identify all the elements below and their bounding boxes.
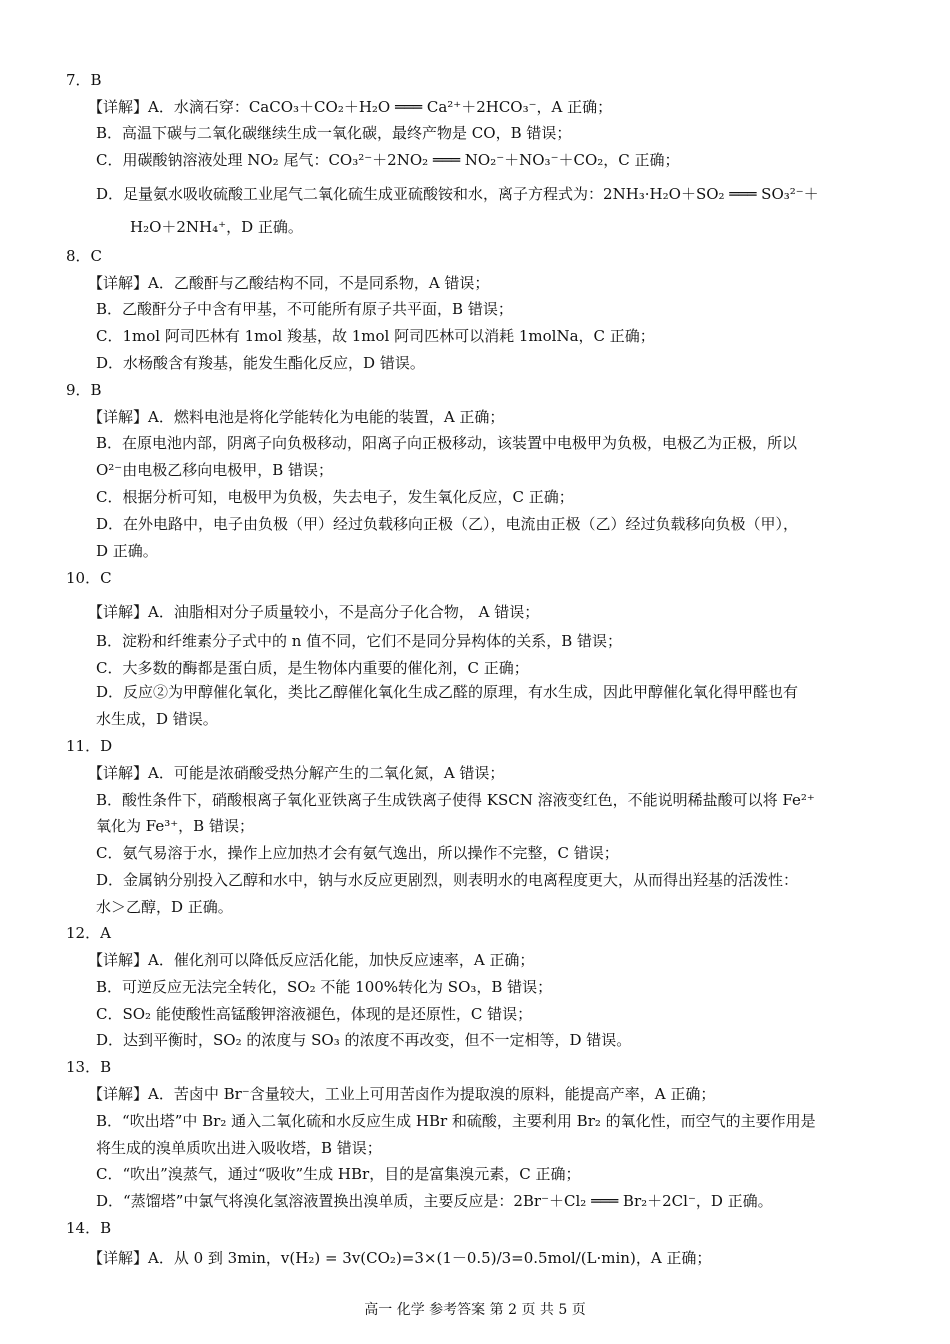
explanation-start: 【详解】A．油脂相对分子质量较小，不是高分子化合物， A 错误； [88,603,540,621]
page-footer: 高一 化学 参考答案 第 2 页 共 5 页 [364,1302,586,1318]
explanation-line: 水＞乙醇，D 正确。 [96,898,233,916]
question-number: 8．C [66,247,103,265]
explanation-line: C．用碳酸钠溶液处理 NO₂ 尾气：CO₃²⁻＋2NO₂ ═══ NO₂⁻＋NO₃⁻＋CO₂，C 正确； [96,151,680,169]
explanation-line: D．在外电路中，电子由负极（甲）经过负载移向正极（乙），电流由正极（乙）经过负载移向负极（甲）， [96,515,799,533]
explanation-line: B．“吹出塔”中 Br₂ 通入二氧化硫和水反应生成 HBr 和硫酸，主要利用 Br₂ 的氧化性，而空气的主要作用是 [96,1112,816,1130]
explanation-line: D．金属钠分别投入乙醇和水中，钠与水反应更剧烈，则表明水的电离程度更大，从而得出羟基的活泼性： [96,871,799,889]
explanation-line: D．“蒸馏塔”中氯气将溴化氢溶液置换出溴单质，主要反应是：2Br⁻＋Cl₂ ═══ Br₂＋2Cl⁻，D 正确。 [96,1192,773,1210]
explanation-start: 【详解】A．苦卤中 Br⁻含量较大，工业上可用苦卤作为提取溴的原料，能提高产率，A 正确； [88,1085,716,1103]
question-number: 10．C [66,569,112,587]
explanation-line: C．SO₂ 能使酸性高锰酸钾溶液褪色，体现的是还原性，C 错误； [96,1005,533,1023]
explanation-line: 将生成的溴单质吹出进入吸收塔，B 错误； [96,1139,382,1157]
question-number: 11．D [66,737,113,755]
explanation-line: D．反应②为甲醇催化氧化，类比乙醇催化氧化生成乙醛的原理，有水生成，因此甲醇催化氧化得甲醛也有 [96,683,799,701]
explanation-line: B．在原电池内部，阴离子向负极移动，阳离子向正极移动，该装置中电极甲为负极，电极乙为正极，所以 [96,434,798,452]
explanation-line: 水生成，D 错误。 [96,710,218,728]
explanation-line: B．乙酸酐分子中含有甲基，不可能所有原子共平面，B 错误； [96,300,513,318]
explanation-start: 【详解】A．乙酸酐与乙酸结构不同，不是同系物，A 错误； [88,274,490,292]
explanation-start: 【详解】A．催化剂可以降低反应活化能，加快反应速率，A 正确； [88,951,535,969]
explanation-line: D．水杨酸含有羧基，能发生酯化反应，D 错误。 [96,354,425,372]
explanation-start: 【详解】A．可能是浓硝酸受热分解产生的二氧化氮，A 错误； [88,764,505,782]
explanation-line: H₂O＋2NH₄⁺，D 正确。 [130,218,303,236]
explanation-line: C．氨气易溶于水，操作上应加热才会有氨气逸出，所以操作不完整，C 错误； [96,844,619,862]
explanation-line: D．足量氨水吸收硫酸工业尾气二氧化硫生成亚硫酸铵和水，离子方程式为：2NH₃·H₂O＋SO₂ ═══ SO₃²⁻＋ [96,185,819,203]
explanation-line: C．根据分析可知，电极甲为负极，失去电子，发生氧化反应，C 正确； [96,488,574,506]
explanation-line: B．淀粉和纤维素分子式中的 n 值不同，它们不是同分异构体的关系，B 错误； [96,632,623,650]
explanation-line: C．“吹出”溴蒸气，通过“吸收”生成 HBr，目的是富集溴元素，C 正确； [96,1165,581,1183]
explanation-line: D．达到平衡时，SO₂ 的浓度与 SO₃ 的浓度不再改变，但不一定相等，D 错误。 [96,1031,632,1049]
explanation-line: B．高温下碳与二氧化碳继续生成一氧化碳，最终产物是 CO，B 错误； [96,124,572,142]
explanation-line: 氧化为 Fe³⁺，B 错误； [96,817,254,835]
explanation-line: C．大多数的酶都是蛋白质，是生物体内重要的催化剂，C 正确； [96,659,529,677]
question-number: 7．B [66,71,102,89]
explanation-line: B．可逆反应无法完全转化，SO₂ 不能 100%转化为 SO₃，B 错误； [96,978,553,996]
question-number: 13．B [66,1058,112,1076]
question-number: 9．B [66,381,102,399]
explanation-line: D 正确。 [96,542,158,560]
question-number: 14．B [66,1219,112,1237]
explanation-start: 【详解】A．燃料电池是将化学能转化为电能的装置，A 正确； [88,408,505,426]
explanation-line: C．1mol 阿司匹林有 1mol 羧基，故 1mol 阿司匹林可以消耗 1molNa，C 正确； [96,327,655,345]
explanation-line: B．酸性条件下，硝酸根离子氧化亚铁离子生成铁离子使得 KSCN 溶液变红色，不能说明稀盐酸可以将 Fe²⁺ [96,791,815,809]
explanation-start: 【详解】A．从 0 到 3min，v(H₂) = 3v(CO₂)=3×(1－0.5)/3=0.5mol/(L·min)，A 正确； [88,1249,712,1267]
explanation-line: O²⁻由电极乙移向电极甲，B 错误； [96,461,334,479]
question-number: 12．A [66,924,111,942]
explanation-start: 【详解】A．水滴石穿：CaCO₃＋CO₂＋H₂O ═══ Ca²⁺＋2HCO₃⁻，A 正确； [88,98,613,116]
